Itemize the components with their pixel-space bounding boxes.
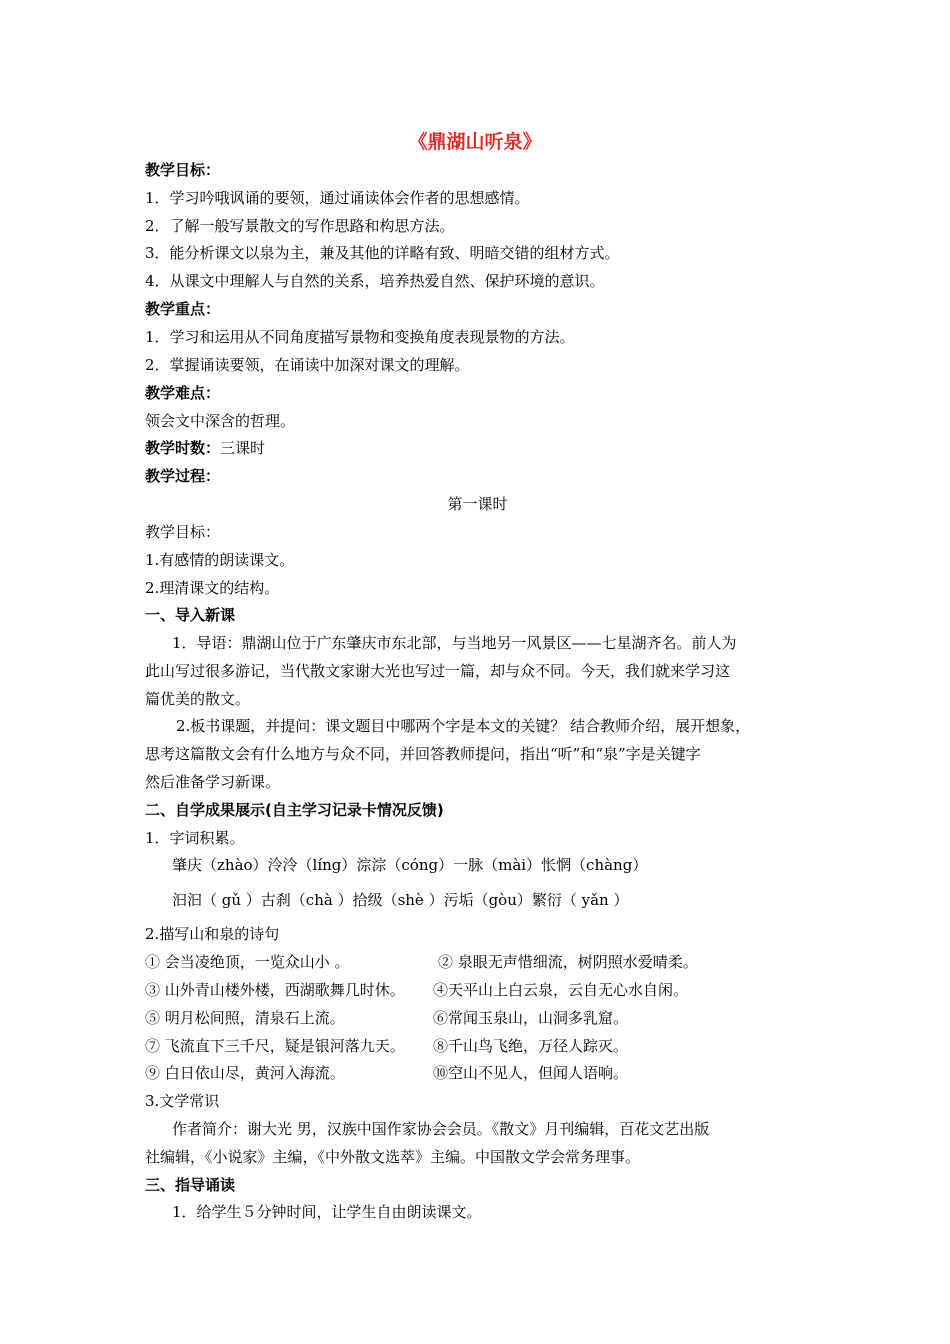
paragraph-line: 1．导语：鼎湖山位于广东肇庆市东北部，与当地另一风景区——七星湖齐名。前人为 xyxy=(172,634,737,652)
subheading-literary-knowledge: 3.文学常识 xyxy=(145,1092,220,1110)
poem-row xyxy=(145,1008,810,1028)
poem-item: ③ 山外青山楼外楼，西湖歌舞几时休。 xyxy=(145,981,405,999)
key-point-item: 1．学习和运用从不同角度描写景物和变换角度表现景物的方法。 xyxy=(145,328,575,346)
lesson-objective-item: 1.有感情的朗读课文。 xyxy=(145,551,295,569)
heading-objectives: 教学目标： xyxy=(145,161,221,179)
subheading-poems: 2.描写山和泉的诗句 xyxy=(145,925,280,943)
lesson-objective-item: 2.理清课文的结构。 xyxy=(145,579,280,597)
poem-item: ② 泉眼无声惜细流，树阴照水爱晴柔。 xyxy=(438,953,698,971)
poem-row xyxy=(145,952,810,972)
heading-difficulties: 教学难点： xyxy=(145,384,221,402)
poem-row xyxy=(145,1036,810,1056)
objective-item: 2．了解一般写景散文的写作思路和构思方法。 xyxy=(145,217,455,235)
objective-item: 4．从课文中理解人与自然的关系，培养热爱自然、保护环境的意识。 xyxy=(145,272,605,290)
heading-hours: 教学时数： xyxy=(145,439,221,457)
difficulty-text: 领会文中深含的哲理。 xyxy=(145,412,296,430)
paragraph-line: 篇优美的散文。 xyxy=(145,690,251,708)
poem-row xyxy=(145,980,810,1000)
section-heading-intro: 一、导入新课 xyxy=(145,606,236,624)
lesson-one-heading: 第一课时 xyxy=(447,495,508,513)
vocabulary-line: 汩汩（ gǔ ）古刹（chà ）拾级（shè ）污垢（gòu）繁衍（ yǎn ） xyxy=(172,891,629,909)
paragraph-line: 作者简介：谢大光 男，汉族中国作家协会会员。《散文》月刊编辑，百花文艺出版 xyxy=(172,1120,710,1138)
poem-row xyxy=(145,1063,810,1083)
key-point-item: 2．掌握诵读要领，在诵读中加深对课文的理解。 xyxy=(145,356,470,374)
poem-item: ④天平山上白云泉，云自无心水自闲。 xyxy=(433,981,689,999)
objective-item: 1．学习吟哦讽诵的要领，通过诵读体会作者的思想感情。 xyxy=(145,189,530,207)
poem-item: ① 会当凌绝顶，一览众山小 。 xyxy=(145,953,350,971)
paragraph-line: 社编辑，《小说家》主编，《中外散文选萃》主编。中国散文学会常务理事。 xyxy=(145,1148,641,1166)
poem-item: ⑩空山不见人，但闻人语响。 xyxy=(433,1064,629,1082)
lesson-objectives-label: 教学目标： xyxy=(145,523,221,541)
poem-item: ⑤ 明月松间照，清泉石上流。 xyxy=(145,1009,345,1027)
paragraph-line: 思考这篇散文会有什么地方与众不同，并回答教师提问，指出“听”和“泉”字是关键字 xyxy=(145,745,701,763)
hours-value: 三课时 xyxy=(220,439,266,457)
objective-item: 3．能分析课文以泉为主，兼及其他的详略有致、明暗交错的组材方式。 xyxy=(145,244,620,262)
section-heading-self-study: 二、自学成果展示(自主学习记录卡情况反馈) xyxy=(145,801,444,819)
paragraph-line: 2.板书课题，并提问：课文题目中哪两个字是本文的关键？ 结合教师介绍，展开想象， xyxy=(176,717,751,735)
poem-item: ⑦ 飞流直下三千尺，疑是银河落九天。 xyxy=(145,1037,405,1055)
paragraph-line: 此山写过很多游记，当代散文家谢大光也写过一篇，却与众不同。今天，我们就来学习这 xyxy=(145,662,731,680)
paragraph-line: 1．给学生５分钟时间，让学生自由朗读课文。 xyxy=(172,1203,482,1221)
poem-item: ⑧千山鸟飞绝，万径人踪灭。 xyxy=(433,1037,629,1055)
document-title: 《鼎湖山听泉》 xyxy=(408,131,542,153)
hours-line xyxy=(145,438,810,458)
poem-item: ⑨ 白日依山尽，黄河入海流。 xyxy=(145,1064,345,1082)
heading-process: 教学过程： xyxy=(145,467,221,485)
paragraph-line: 然后准备学习新课。 xyxy=(145,773,281,791)
poem-item: ⑥常闻玉泉山，山洞多乳窟。 xyxy=(433,1009,629,1027)
section-heading-reading: 三、指导诵读 xyxy=(145,1176,236,1194)
heading-key-points: 教学重点： xyxy=(145,300,221,318)
vocabulary-line: 肇庆（zhào）泠泠（líng）淙淙（cóng）一脉（mài）怅惘（chàng） xyxy=(172,856,648,874)
subheading-vocabulary: 1．字词积累。 xyxy=(145,829,245,847)
